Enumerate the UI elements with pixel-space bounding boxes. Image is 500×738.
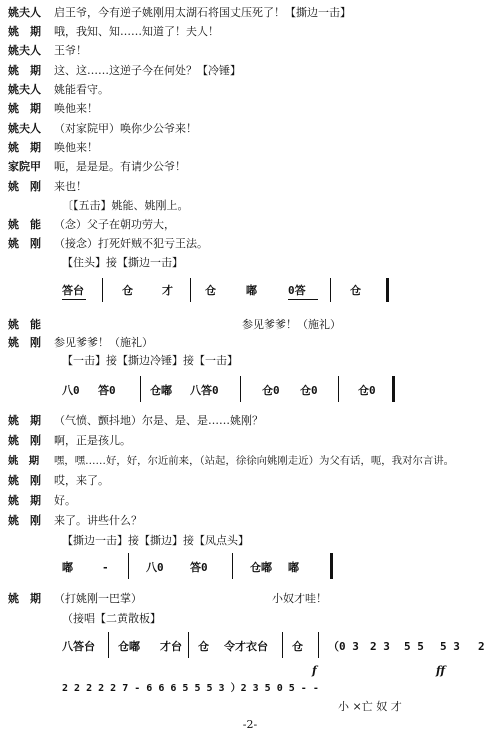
line-text: 来也！ [54, 180, 87, 193]
speaker: 姚夫人 [8, 6, 41, 19]
dialogue-line [8, 514, 494, 528]
note: 嘟 [62, 561, 73, 574]
beam [62, 299, 86, 300]
dialogue-line [8, 102, 494, 116]
end-barline [392, 376, 395, 402]
dialogue-line [8, 25, 494, 39]
speaker: 姚 刚 [8, 474, 41, 487]
barline [188, 632, 189, 658]
note: 仓嘟 [118, 640, 140, 653]
note: 八答0 [190, 384, 219, 397]
speaker: 姚夫人 [8, 83, 41, 96]
barline [108, 632, 109, 658]
dialogue-line [8, 454, 494, 468]
dialogue-line [8, 218, 494, 232]
line-text: 嘿，嘿……好，好，尔近前来，（站起，徐徐向姚刚走近）为父有话，呃，我对尔言讲。 [54, 455, 455, 467]
note: 仓 [292, 640, 303, 653]
note: 才 [162, 284, 173, 297]
barline [128, 553, 129, 579]
beam [288, 299, 318, 300]
note: 仓 [198, 640, 209, 653]
note: 2 [478, 640, 485, 653]
speaker: 姚 期 [8, 414, 41, 427]
percussion-cue: 【一击】接【撕边冷锤】接【一击】 [62, 354, 238, 367]
barline [232, 553, 233, 579]
speaker: 姚 期 [8, 25, 41, 38]
barline [282, 632, 283, 658]
note: 5 5 [404, 640, 424, 653]
dialogue-line [8, 83, 494, 97]
dialogue-line [8, 44, 494, 58]
line-text: 哦，我知、知……知道了！夫人！ [54, 25, 219, 38]
dialogue-line [8, 434, 494, 448]
percussion-cue: 【住头】接【撕边一击】 [62, 256, 183, 269]
page-number: -2- [242, 718, 258, 731]
speaker: 姚 期 [8, 64, 41, 77]
note: 仓 [350, 284, 361, 297]
percussion-cue: 【撕边一击】接【撕边】接【凤点头】 [62, 534, 249, 547]
note: 仓0 [300, 384, 318, 397]
line-text: 启王爷，今有逆子姚刚用太湖石将国丈压死了！【撕边一击】 [54, 6, 351, 19]
end-barline [386, 278, 389, 302]
line-text: 王爷！ [54, 44, 87, 57]
dynamic-mark: f [312, 664, 317, 677]
note: 仓 [122, 284, 133, 297]
dialogue-line [8, 414, 494, 428]
line-text: 姚能看守。 [54, 83, 109, 96]
note: 八0 [62, 384, 80, 397]
line-text: （念）父子在朝功劳大， [54, 218, 175, 231]
note: 嘟 [288, 561, 299, 574]
dialogue-line [8, 494, 494, 508]
dialogue-line [8, 237, 494, 251]
lyrics: 小 ×亡 奴 才 [338, 700, 402, 713]
stage-direction: 〔【五击】姚能、姚刚上。 [62, 199, 189, 212]
speaker: 姚 刚 [8, 180, 41, 193]
speaker: 姚 能 [8, 318, 41, 331]
barline [318, 632, 319, 658]
note: 答0 [98, 384, 116, 397]
note: 仓0 [262, 384, 280, 397]
speaker: 家院甲 [8, 160, 41, 173]
line-text: （对家院甲）唤你少公爷来！ [54, 122, 197, 135]
line-text: 啊，正是孩儿。 [54, 434, 131, 447]
speaker: 姚 刚 [8, 514, 41, 527]
line-text: 好。 [54, 494, 76, 507]
note: （0 3 [328, 640, 359, 653]
speaker: 姚 期 [8, 592, 41, 605]
line-text: 来了。讲些什么？ [54, 514, 142, 527]
note: 仓嘟 [150, 384, 172, 397]
dialogue-line [8, 474, 494, 488]
note: 仓嘟 [250, 561, 272, 574]
dialogue-line [8, 160, 494, 174]
barline [240, 376, 241, 402]
note: 令才衣台 [224, 640, 268, 653]
line-text: 唤他来！ [54, 102, 98, 115]
barline [338, 376, 339, 402]
line-text: 参见爹爹！（施礼） [242, 318, 341, 331]
note: 仓0 [358, 384, 376, 397]
speaker: 姚夫人 [8, 44, 41, 57]
barline [102, 278, 103, 302]
barline [140, 376, 141, 402]
melody-notes: 2 2 2 2 2 7 - 6 6 6 5 5 5 3 ）2 3 5 0 5 - - [62, 683, 319, 694]
line-text: 这、这……这逆子今在何处？【冷锤】 [54, 64, 241, 77]
dialogue-line [8, 122, 494, 136]
dialogue-line [8, 180, 494, 194]
speaker: 姚 刚 [8, 434, 41, 447]
speaker: 姚 刚 [8, 237, 41, 250]
line-text: 参见爹爹！（施礼） [54, 336, 153, 349]
speaker: 姚 期 [8, 141, 41, 154]
dialogue-line [8, 592, 494, 606]
dynamic-mark: ff [436, 664, 446, 677]
note: 仓 [205, 284, 216, 297]
line-text: 唤他来！ [54, 141, 98, 154]
line-text: 哎，来了。 [54, 474, 109, 487]
note: 答台 [62, 284, 84, 297]
note: 才台 [160, 640, 182, 653]
line-text: （气愤、颤抖地）尔是、是、是……姚刚？ [54, 414, 263, 427]
line-text: 呃，是是是。有请少公爷！ [54, 160, 186, 173]
note: 八答台 [62, 640, 95, 653]
sung-line: 小奴才哇！ [272, 592, 327, 605]
dialogue-line [8, 64, 494, 78]
speaker: 姚夫人 [8, 122, 41, 135]
line-text: （打姚刚一巴掌） [54, 592, 142, 605]
note: 0答 [288, 284, 306, 297]
barline [190, 278, 191, 302]
note: 2 3 [370, 640, 390, 653]
end-barline [330, 553, 333, 579]
barline [330, 278, 331, 302]
dialogue-line [8, 336, 494, 350]
note: - [102, 561, 109, 574]
note: 答0 [190, 561, 208, 574]
dialogue-line [8, 6, 494, 20]
singing-cue: （接唱【二黄散板】 [62, 612, 161, 625]
note: 5 3 [440, 640, 460, 653]
speaker: 姚 刚 [8, 336, 41, 349]
speaker: 姚 能 [8, 218, 41, 231]
note: 嘟 [246, 284, 257, 297]
note: 八0 [146, 561, 164, 574]
speaker: 姚 期 [8, 455, 40, 467]
line-text: （接念）打死奸贼不犯亏王法。 [54, 237, 208, 250]
speaker: 姚 期 [8, 102, 41, 115]
speaker: 姚 期 [8, 494, 41, 507]
dialogue-line [8, 141, 494, 155]
